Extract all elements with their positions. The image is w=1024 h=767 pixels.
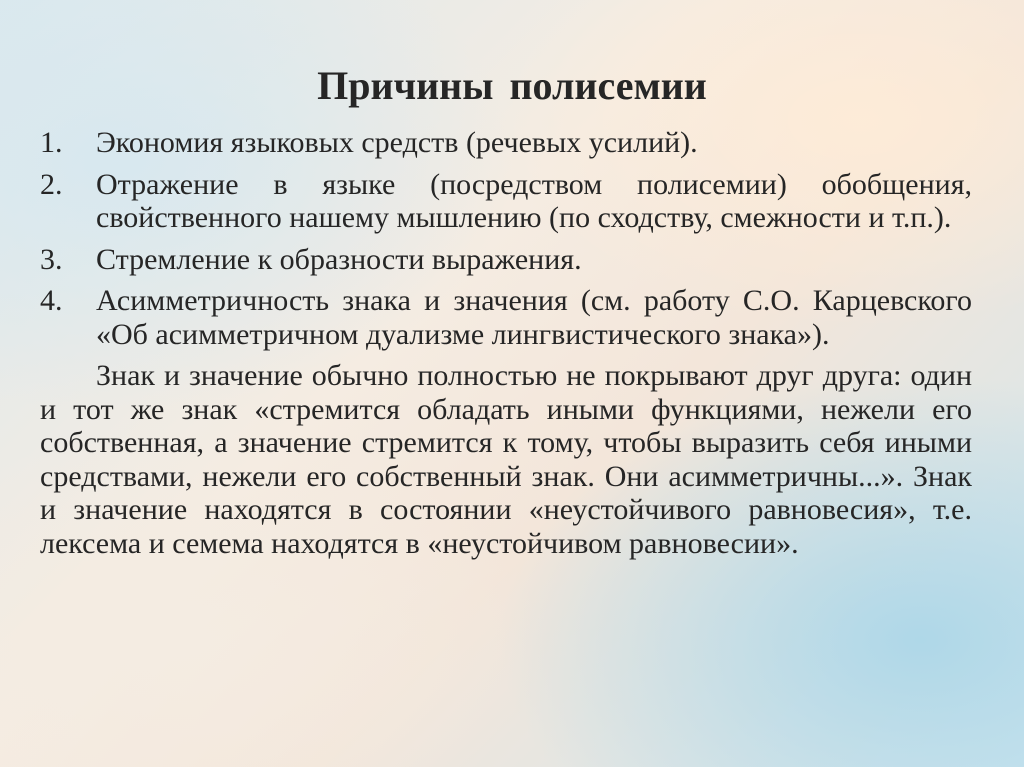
list-item-text: Экономия языковых средств (речевых усилий).: [96, 126, 698, 159]
list-item-number: 3.: [40, 242, 63, 276]
list-item: [40, 168, 972, 235]
body-paragraph: Знак и значение обычно полностью не покрывают друг друга: один и тот же знак «стремится обладать иными функциями, нежели его собственная, а значение стремится к тому, чтобы выразить себя иными средствами, нежели его собственный знак. Они асимметричны...». Знак и значение находятся в состоянии «неустойчивого равновесия», т.е. лексема и семема находятся в «неустойчивом равновесии».: [40, 359, 972, 560]
reasons-list: [40, 126, 972, 351]
slide-title: Причины полисемии: [317, 63, 707, 108]
slide-content: [40, 126, 972, 560]
list-item: [40, 126, 972, 160]
list-item-number: 1.: [40, 126, 63, 159]
list-item-number: 4.: [40, 284, 63, 317]
list-item: [40, 284, 972, 351]
list-item-text: Асимметричность знака и значения (см. работу С.О. Карцевского «Об асимметричном дуализме лингвистического знака»).: [96, 284, 972, 351]
list-item-number: 2.: [40, 167, 63, 201]
list-item-text: Стремление к образности выражения.: [96, 242, 582, 276]
list-item-text: Отражение в языке (посредством полисемии) обобщения, свойственного нашему мышлению (по сходству, смежности и т.п.).: [96, 167, 972, 234]
list-item: [40, 243, 972, 277]
